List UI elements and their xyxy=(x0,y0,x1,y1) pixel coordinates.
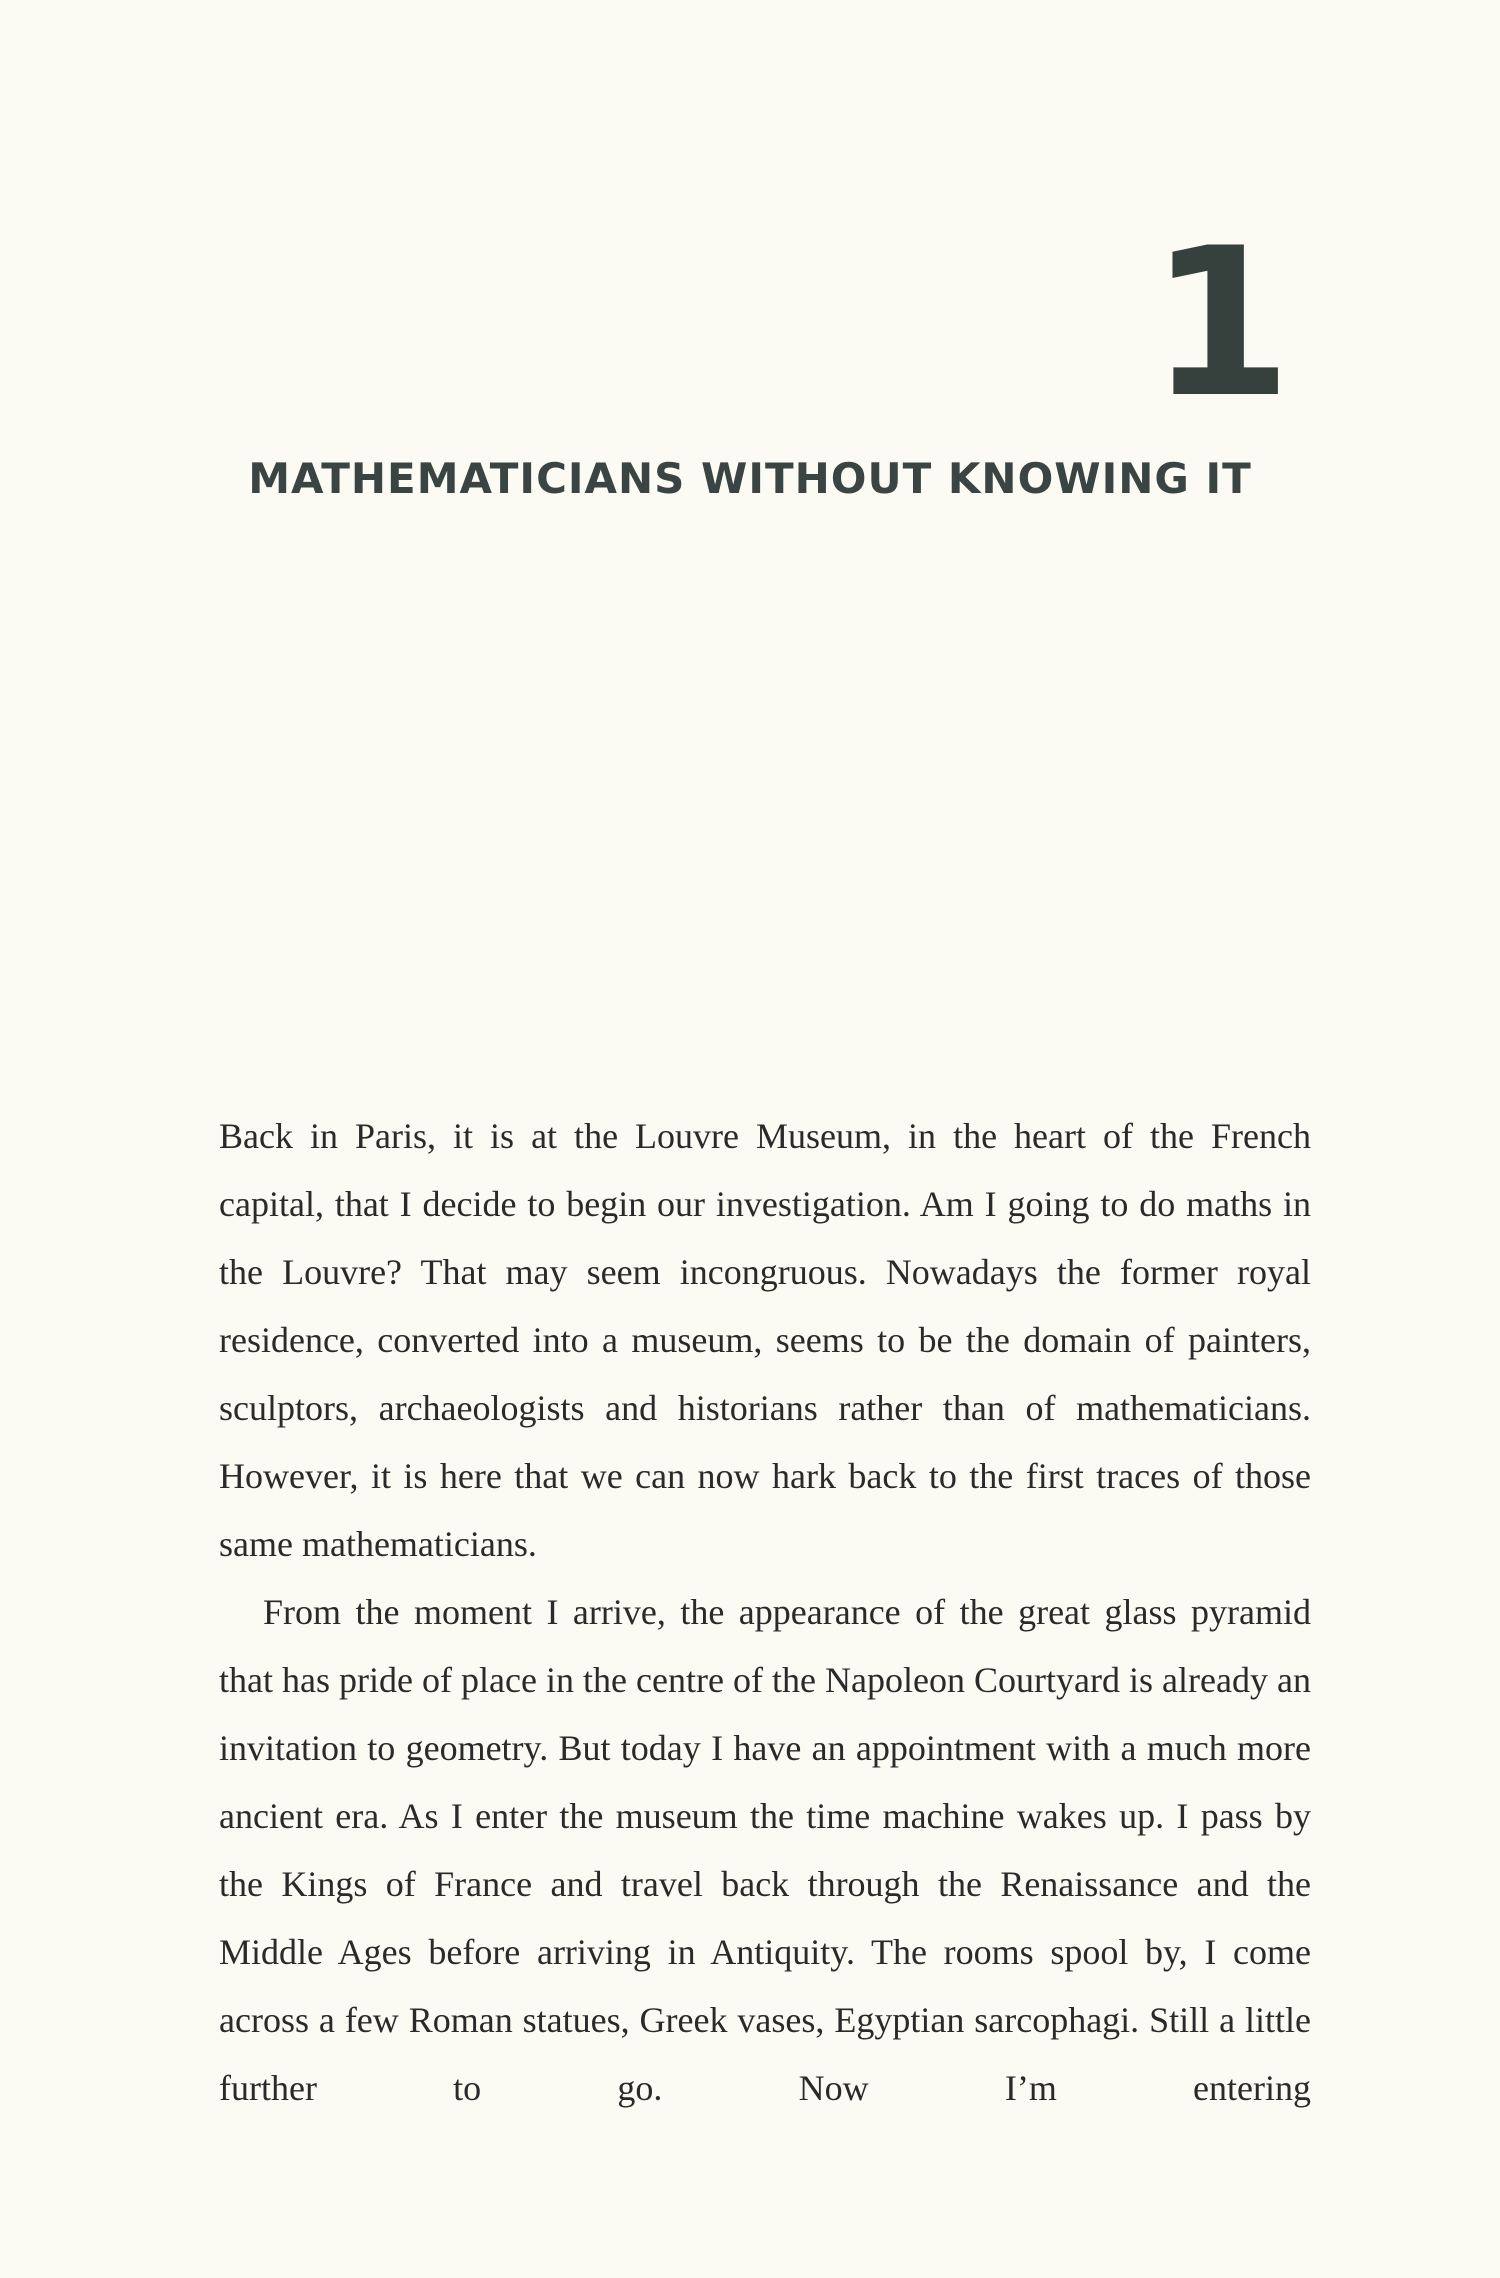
paragraph: From the moment I arrive, the appearance of the great glass pyramid that has pride of place in the centre of the Napoleon Courtyard is already an invitation to geometry. But today I have an appointment with a much more ancient era. As I enter the museum the time machine wakes up. I pass by the Kings of France and travel back through the Renaissance and the Middle Ages before arriving in Antiquity. The rooms spool by, I come across a few Roman statues, Greek vases, Egyptian sarcophagi. Still a little further to go. Now I’m entering xyxy=(219,1592,1311,2108)
chapter-title: MATHEMATICIANS WITHOUT KNOWING IT xyxy=(248,454,1252,503)
paragraph: Back in Paris, it is at the Louvre Museum, in the heart of the French capital, that I decide to begin our investigation. Am I going to do maths in the Louvre? That may seem incongruous. Nowadays the former royal residence, converted into a museum, seems to be the domain of painters, sculptors, archaeologists and historians rather than of mathematicians. However, it is here that we can now hark back to the first traces of those same mathematicians. xyxy=(219,1116,1311,1564)
chapter-body xyxy=(219,1102,1311,2122)
chapter-number: 1 xyxy=(1149,205,1292,443)
